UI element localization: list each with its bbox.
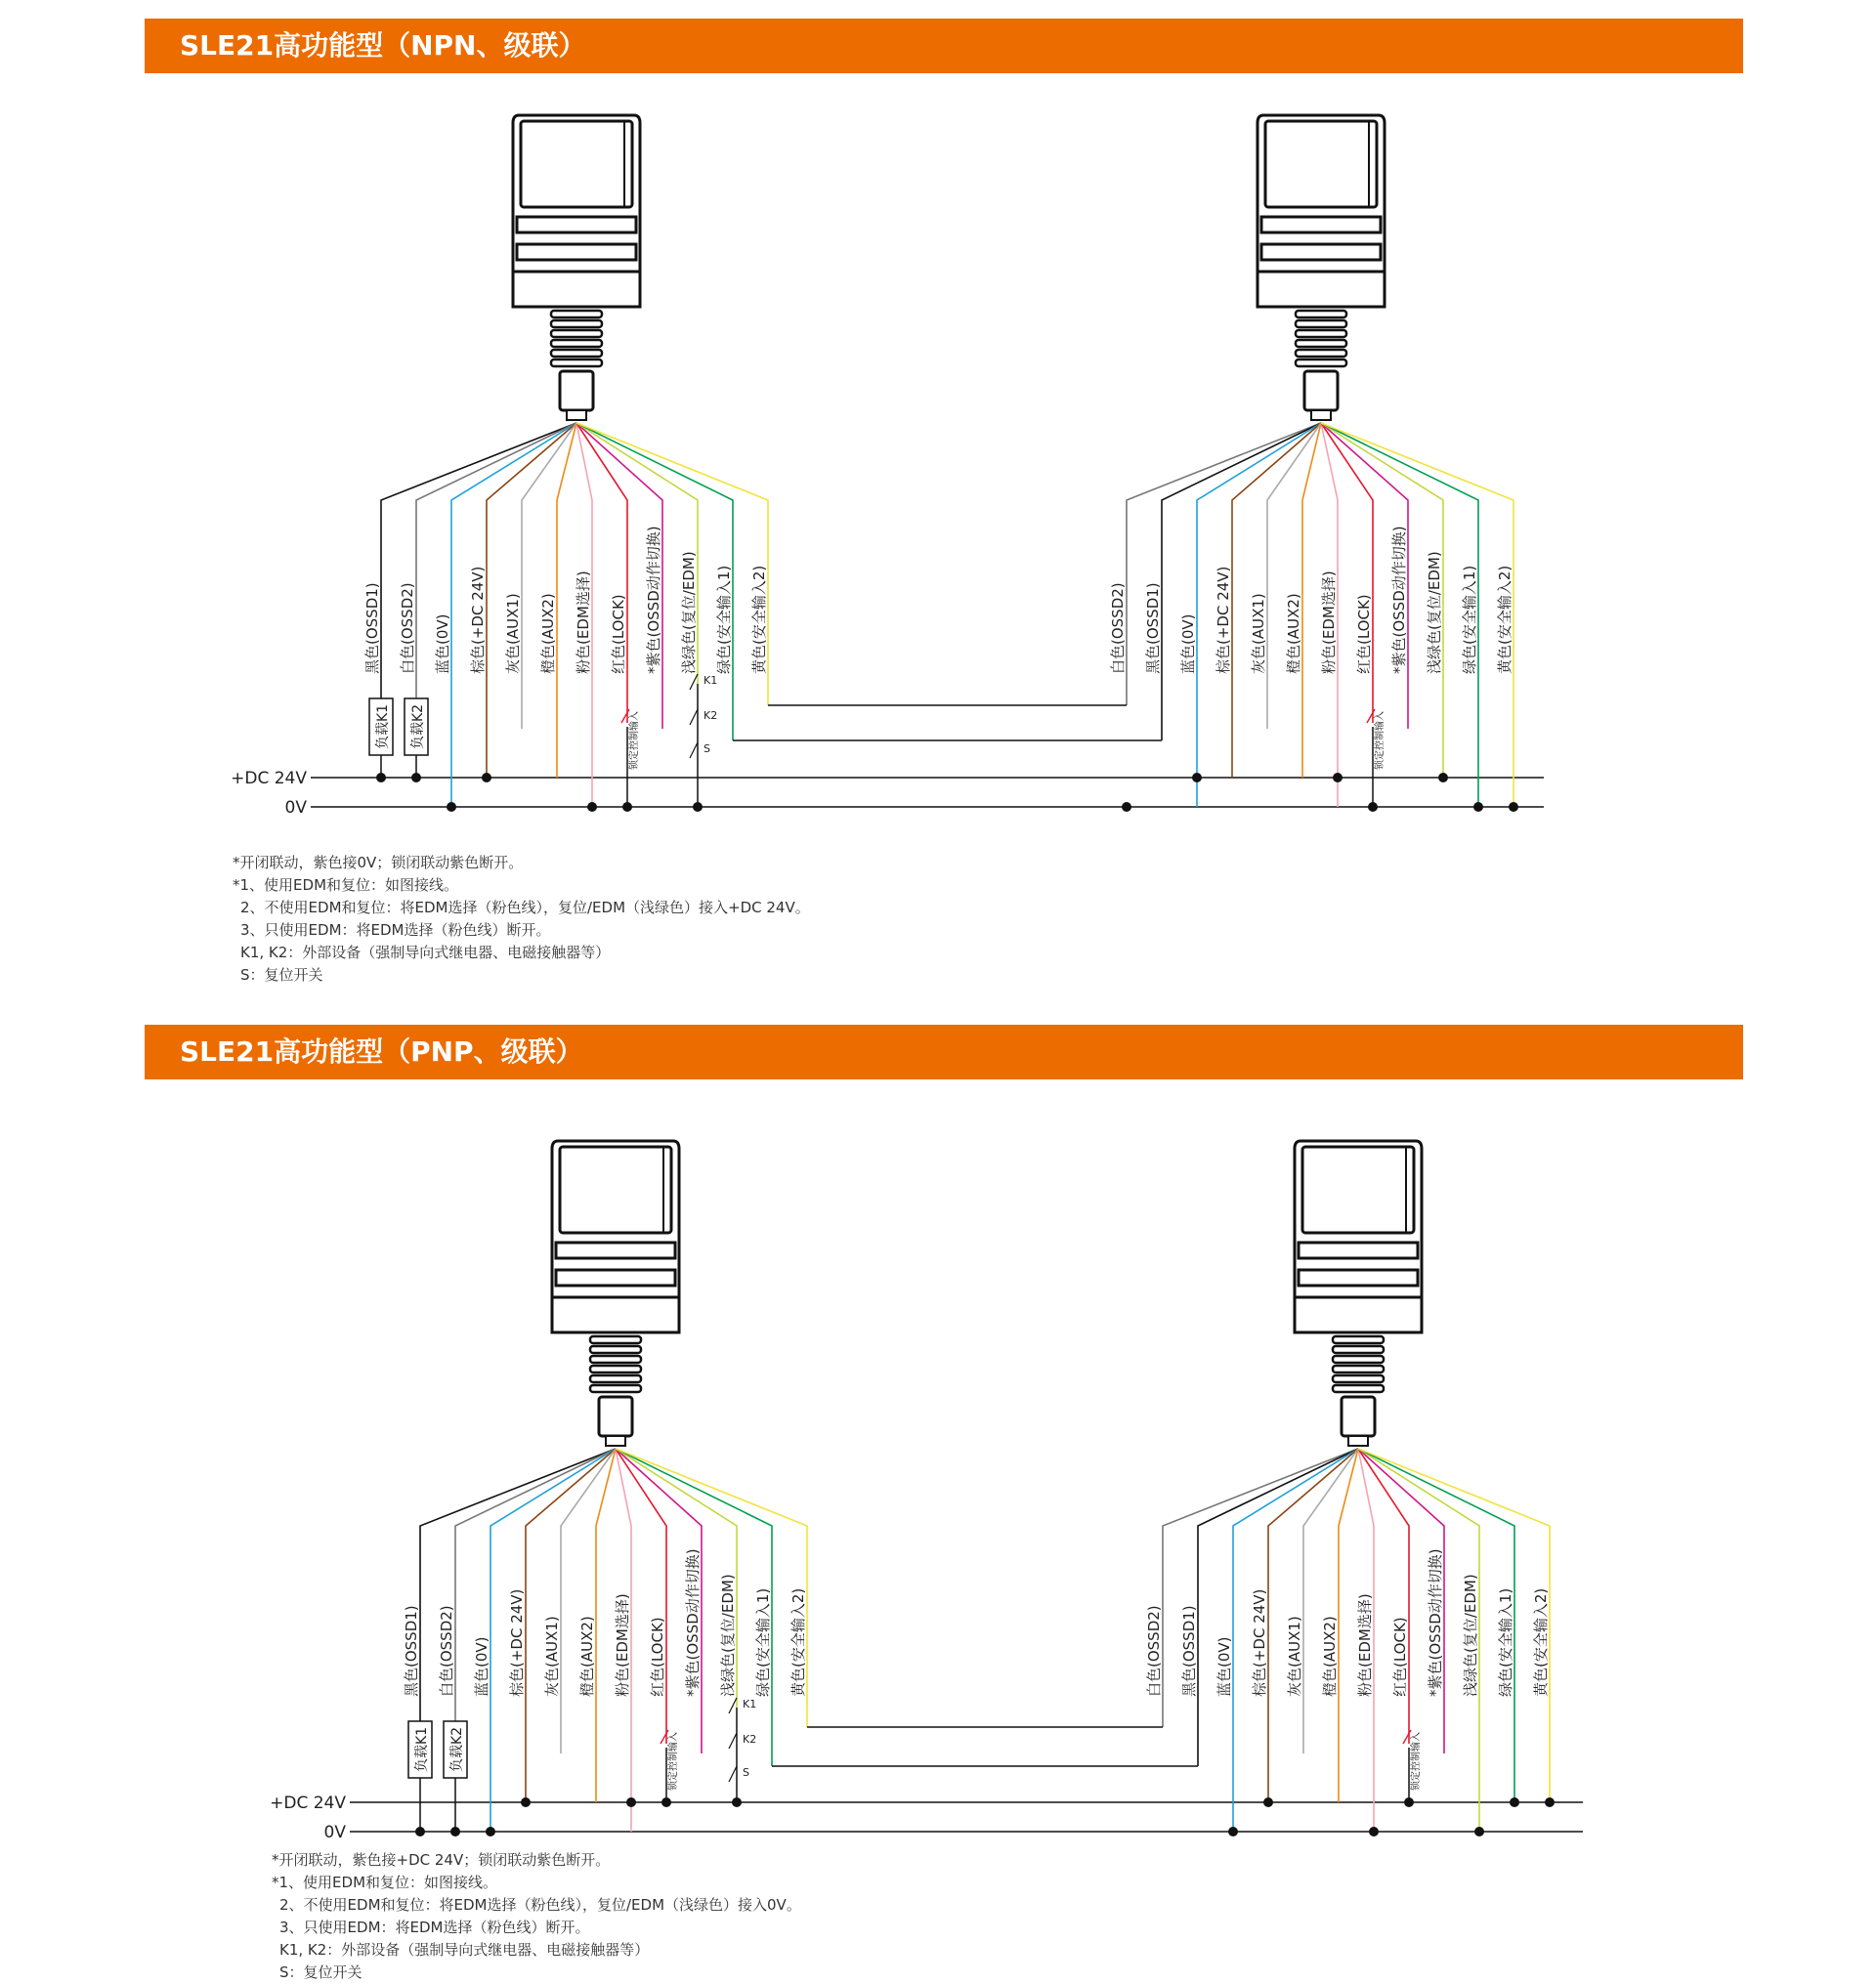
junction-dot — [622, 802, 632, 812]
cable-gland-ring — [1296, 330, 1346, 337]
note-line: S：复位开关 — [240, 966, 323, 984]
cable-gland-ring — [551, 320, 602, 327]
wire-label: *紫色(OSSD动作切换) — [684, 1548, 702, 1697]
wire-label: 棕色(+DC 24V) — [508, 1588, 526, 1697]
note-line: *1、使用EDM和复位：如图接线。 — [233, 876, 459, 894]
wire-label: 蓝色(0V) — [434, 613, 451, 674]
wire-label: 白色(OSSD2) — [1145, 1605, 1163, 1697]
load-label: 负载K2 — [410, 703, 426, 749]
cable-gland-ring — [590, 1336, 641, 1343]
switch-k1 — [690, 674, 698, 690]
wire-label: 橙色(AUX2) — [1285, 593, 1302, 674]
junction-dot — [411, 773, 421, 782]
junction-dot — [1192, 773, 1202, 782]
note-line: K1, K2：外部设备（强制导向式继电器、电磁接触器等） — [279, 1941, 650, 1959]
notes-npn — [233, 852, 810, 987]
sensor-band — [1299, 1243, 1418, 1258]
wire-orange — [1339, 1449, 1358, 1802]
wire-orange — [1302, 423, 1321, 778]
light-curtain-sensor — [552, 1141, 679, 1446]
junction-dot — [661, 1797, 671, 1807]
wire-gray — [1267, 423, 1321, 729]
wire-label: 浅绿色(复位/EDM) — [719, 1574, 737, 1697]
cable-gland-ring — [551, 340, 602, 347]
wire-label: 黑色(OSSD1) — [403, 1605, 420, 1697]
note-line: *开闭联动，紫色接+DC 24V；锁闭联动紫色断开。 — [272, 1851, 611, 1869]
wire-label: 红色(LOCK) — [610, 594, 627, 674]
lock-control-label: 锁定控制输入 — [1375, 711, 1386, 770]
wire-orange — [596, 1449, 616, 1802]
wire-yellow — [1358, 1449, 1550, 1802]
wire-label: 黄色(安全输入2) — [1496, 565, 1514, 674]
wiring-diagram-pnp — [0, 1016, 1876, 1983]
sensor-band — [1299, 1270, 1418, 1286]
wire-label: 黑色(OSSD1) — [363, 582, 381, 674]
wire-label: 粉色(EDM选择) — [1356, 1593, 1374, 1697]
note-line: 2、不使用EDM和复位：将EDM选择（粉色线），复位/EDM（浅绿色）接入+DC 24V。 — [240, 899, 810, 916]
wire-label: 绿色(安全输入1) — [1461, 565, 1478, 674]
lock-control-label: 锁定控制输入 — [629, 711, 640, 770]
cable-gland-ring — [590, 1356, 641, 1363]
sensor-band — [556, 1270, 675, 1286]
wire-label: 黄色(安全输入2) — [750, 565, 768, 674]
rail-label-dc24v: +DC 24V — [231, 769, 307, 788]
wire-label: 蓝色(0V) — [473, 1636, 490, 1697]
junction-dot — [376, 773, 386, 782]
sensor-band — [1261, 217, 1381, 232]
wire-label: 粉色(EDM选择) — [614, 1593, 631, 1697]
wire-label: 蓝色(0V) — [1215, 1636, 1233, 1697]
junction-dot — [626, 1797, 636, 1807]
junction-dot — [1509, 802, 1518, 812]
note-line: *1、使用EDM和复位：如图接线。 — [272, 1874, 498, 1891]
cable-gland-ring — [590, 1375, 641, 1382]
wire-label: 黑色(OSSD1) — [1180, 1605, 1198, 1697]
load-label: 负载K1 — [375, 703, 391, 749]
cable-gland-ring — [1333, 1336, 1384, 1343]
wire-label: 粉色(EDM选择) — [1320, 570, 1338, 674]
wire-label: 浅绿色(复位/EDM) — [680, 551, 698, 674]
cable-gland-ring — [590, 1366, 641, 1372]
cable-gland-ring — [590, 1385, 641, 1392]
wire-label: *紫色(OSSD动作切换) — [1427, 1548, 1444, 1697]
wire-label: *紫色(OSSD动作切换) — [645, 526, 662, 674]
wire-yellow — [616, 1449, 807, 1727]
light-curtain-sensor — [1258, 115, 1385, 420]
wire-gray — [1303, 1449, 1358, 1753]
junction-dot — [587, 802, 597, 812]
wire-yellow — [1321, 423, 1514, 807]
cable-gland — [1304, 371, 1338, 410]
junction-dot — [1122, 802, 1131, 812]
switch-k2-label: K2 — [704, 709, 718, 722]
junction-dot — [1228, 1827, 1238, 1836]
wire-label: 白色(OSSD2) — [399, 582, 416, 674]
section-title-pnp: SLE21高功能型（PNP、级联） — [145, 1025, 1743, 1079]
junction-dot — [732, 1797, 742, 1807]
cable-gland-ring — [551, 359, 602, 366]
sensor-band — [517, 217, 636, 232]
load-label: 负载K1 — [414, 1726, 430, 1772]
cable-gland-ring — [1333, 1385, 1384, 1392]
cable-gland-ring — [551, 350, 602, 357]
wire-label: 白色(OSSD2) — [1109, 582, 1127, 674]
sensor-band — [556, 1243, 675, 1258]
sensor-window — [1302, 1147, 1414, 1233]
note-line: 3、只使用EDM：将EDM选择（粉色线）断开。 — [240, 921, 551, 939]
junction-dot — [450, 1827, 460, 1836]
wire-label: 棕色(+DC 24V) — [1215, 566, 1232, 674]
wire-label: 红色(LOCK) — [1355, 594, 1373, 674]
wiring-diagram-npn — [0, 0, 1876, 977]
sensor-band — [1261, 244, 1381, 260]
cable-gland-ring — [1296, 350, 1346, 357]
junction-dot — [1263, 1797, 1273, 1807]
junction-dot — [1368, 802, 1378, 812]
cable-gland-ring — [1333, 1375, 1384, 1382]
wire-label: *紫色(OSSD动作切换) — [1390, 526, 1408, 674]
cable-gland-ring — [1296, 359, 1346, 366]
rail-label-0v: 0V — [284, 798, 307, 818]
note-line: 3、只使用EDM：将EDM选择（粉色线）断开。 — [279, 1919, 590, 1936]
wire-black — [1162, 423, 1321, 740]
wire-label: 黄色(安全输入2) — [1532, 1587, 1550, 1697]
wire-label: 灰色(AUX1) — [1250, 593, 1267, 674]
note-line: 2、不使用EDM和复位：将EDM选择（粉色线），复位/EDM（浅绿色）接入0V。 — [279, 1896, 801, 1914]
junction-dot — [1438, 773, 1448, 782]
section-title-npn: SLE21高功能型（NPN、级联） — [145, 19, 1743, 73]
junction-dot — [415, 1827, 425, 1836]
junction-dot — [486, 1827, 495, 1836]
cable-exit — [606, 1436, 625, 1446]
cable-gland-ring — [551, 311, 602, 317]
wire-label: 红色(LOCK) — [1391, 1617, 1409, 1697]
junction-dot — [521, 1797, 531, 1807]
switch-k2-label: K2 — [743, 1733, 757, 1746]
cable-gland-ring — [1296, 340, 1346, 347]
lock-control-label: 锁定控制输入 — [668, 1732, 679, 1791]
light-curtain-sensor — [1295, 1141, 1422, 1446]
wire-label: 绿色(安全输入1) — [715, 565, 733, 674]
junction-dot — [1369, 1827, 1379, 1836]
lock-control-label: 锁定控制输入 — [1411, 1732, 1422, 1791]
wire-label: 灰色(AUX1) — [1286, 1616, 1303, 1697]
sensor-window — [560, 1147, 671, 1233]
junction-dot — [1473, 802, 1483, 812]
wire-label: 绿色(安全输入1) — [1497, 1587, 1514, 1697]
switch-s — [729, 1766, 737, 1782]
cable-gland — [599, 1397, 632, 1436]
cable-gland-ring — [551, 330, 602, 337]
wire-label: 绿色(安全输入1) — [754, 1587, 772, 1697]
switch-k2 — [729, 1733, 737, 1749]
wire-gray — [522, 423, 576, 729]
junction-dot — [1404, 1797, 1414, 1807]
wire-label: 橙色(AUX2) — [539, 593, 557, 674]
cable-gland-ring — [1333, 1346, 1384, 1353]
sensor-band — [517, 244, 636, 260]
cable-exit — [1348, 1436, 1368, 1446]
junction-dot — [482, 773, 491, 782]
sensor-window — [521, 121, 632, 207]
wire-label: 红色(LOCK) — [649, 1617, 666, 1697]
switch-s-label: S — [704, 742, 710, 755]
switch-s — [690, 742, 698, 758]
cable-exit — [567, 410, 586, 420]
note-line: K1, K2：外部设备（强制导向式继电器、电磁接触器等） — [240, 944, 611, 961]
junction-dot — [1545, 1797, 1555, 1807]
wire-label: 粉色(EDM选择) — [575, 570, 592, 674]
load-label: 负载K2 — [449, 1726, 465, 1772]
switch-k1-label: K1 — [743, 1698, 757, 1710]
junction-dot — [1333, 773, 1343, 782]
sensor-window — [1265, 121, 1377, 207]
note-line: *开闭联动，紫色接0V；锁闭联动紫色断开。 — [233, 854, 524, 871]
wire-label: 浅绿色(复位/EDM) — [1426, 551, 1443, 674]
wire-label: 橙色(AUX2) — [1321, 1616, 1339, 1697]
wire-black — [1198, 1449, 1358, 1766]
cable-gland-ring — [1296, 320, 1346, 327]
wire-label: 浅绿色(复位/EDM) — [1462, 1574, 1479, 1697]
switch-k1-label: K1 — [704, 674, 718, 687]
junction-dot — [1474, 1827, 1484, 1836]
junction-dot — [1510, 1797, 1519, 1807]
wire-orange — [557, 423, 576, 778]
switch-s-label: S — [743, 1766, 749, 1779]
cable-gland-ring — [1333, 1356, 1384, 1363]
rail-label-dc24v: +DC 24V — [270, 1794, 346, 1813]
wire-label: 黑色(OSSD1) — [1144, 582, 1162, 674]
wire-label: 棕色(+DC 24V) — [1251, 1588, 1268, 1697]
wire-label: 白色(OSSD2) — [438, 1605, 455, 1697]
wire-label: 棕色(+DC 24V) — [469, 566, 487, 674]
note-line: S：复位开关 — [279, 1963, 362, 1981]
switch-k2 — [690, 709, 698, 725]
switch-k1 — [729, 1698, 737, 1713]
junction-dot — [447, 802, 456, 812]
rail-label-0v: 0V — [323, 1823, 346, 1842]
wire-label: 灰色(AUX1) — [543, 1616, 561, 1697]
notes-pnp — [272, 1849, 801, 1984]
cable-exit — [1311, 410, 1331, 420]
junction-dot — [693, 802, 703, 812]
wire-label: 蓝色(0V) — [1179, 613, 1197, 674]
wire-label: 橙色(AUX2) — [578, 1616, 596, 1697]
cable-gland-ring — [1296, 311, 1346, 317]
cable-gland — [560, 371, 593, 410]
wire-label: 黄色(安全输入2) — [789, 1587, 807, 1697]
light-curtain-sensor — [513, 115, 640, 420]
wire-label: 灰色(AUX1) — [504, 593, 522, 674]
wire-gray — [561, 1449, 616, 1753]
cable-gland — [1342, 1397, 1375, 1436]
cable-gland-ring — [1333, 1366, 1384, 1372]
cable-gland-ring — [590, 1346, 641, 1353]
